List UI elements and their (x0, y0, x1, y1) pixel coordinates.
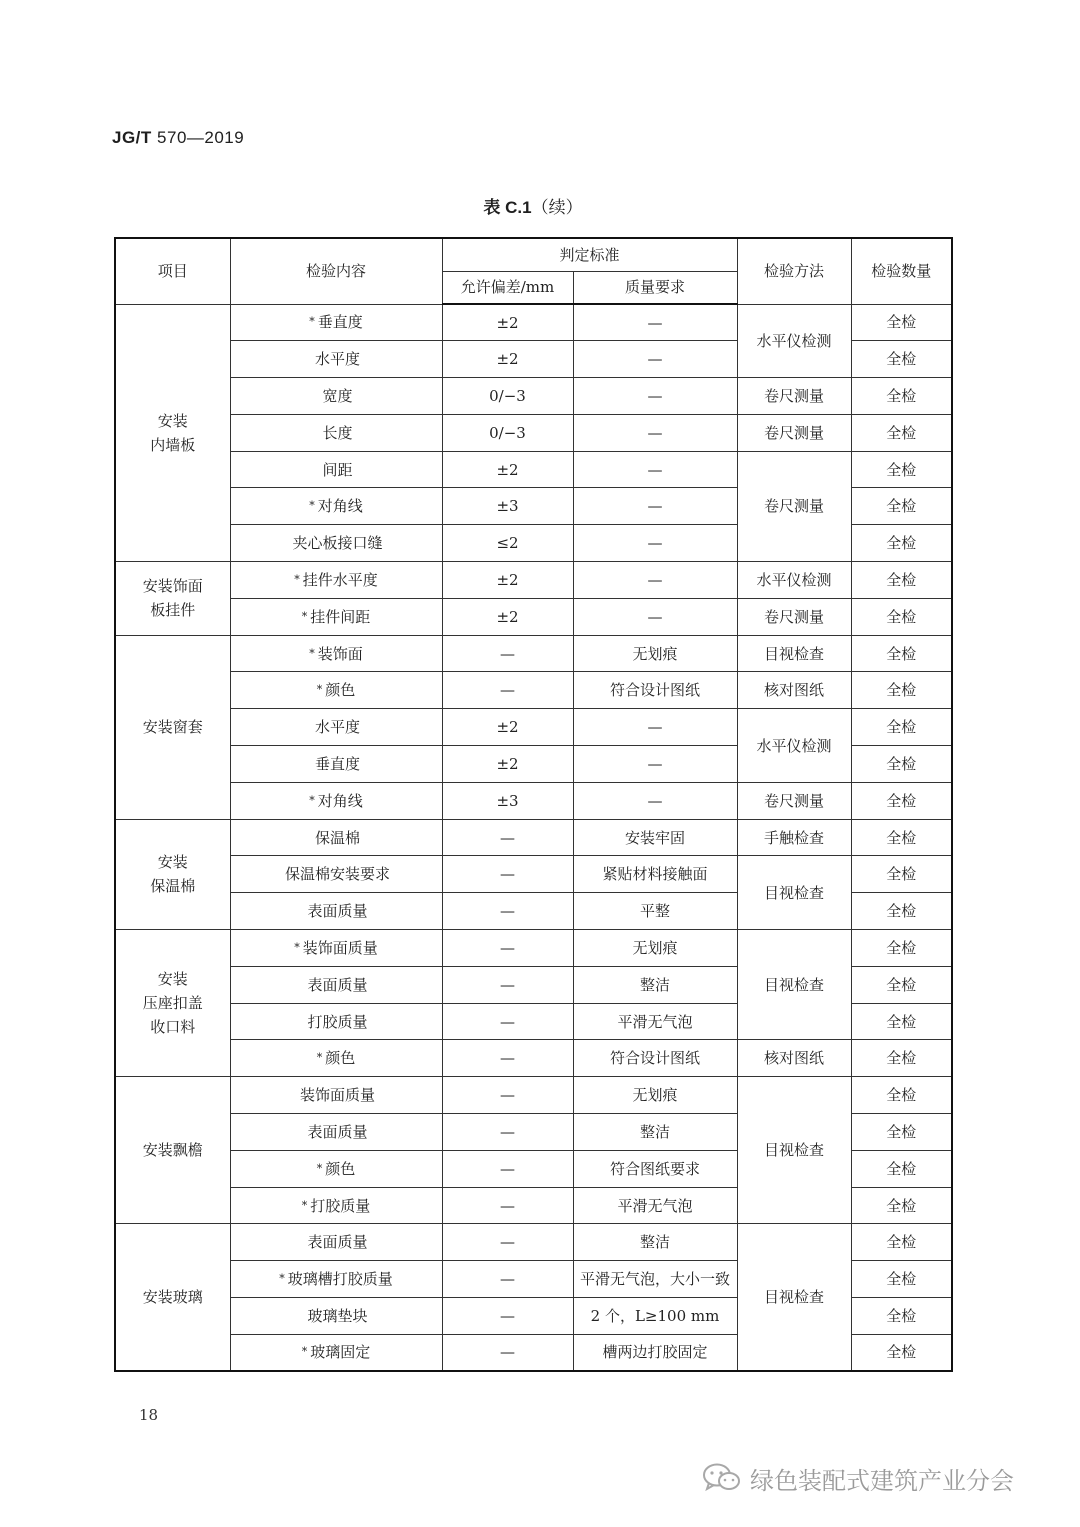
doc-code-number: 570—2019 (157, 128, 245, 147)
tolerance-cell: ±2 (442, 598, 573, 635)
quality-cell: — (573, 451, 737, 488)
tolerance-cell: — (442, 1298, 573, 1335)
tolerance-cell: — (442, 1003, 573, 1040)
category-cell (115, 1224, 230, 1371)
content-cell (230, 451, 442, 488)
content-cell (230, 819, 442, 856)
table-row (115, 856, 952, 893)
quality-cell: 整洁 (573, 1224, 737, 1261)
content-text: 表面质量 (307, 1122, 368, 1141)
content-cell (230, 635, 442, 672)
content-text: 垂直度 (317, 313, 363, 332)
category-line: 安装玻璃 (142, 1288, 203, 1307)
table-row (115, 1224, 952, 1261)
content-text: 挂件水平度 (302, 570, 378, 589)
quantity-cell: 全检 (851, 966, 952, 1003)
quality-cell: — (573, 562, 737, 599)
quality-cell: — (573, 709, 737, 746)
table-row (115, 304, 952, 341)
key-item-marker: * (316, 1161, 323, 1175)
quality-cell: — (573, 746, 737, 783)
content-text: 长度 (322, 423, 353, 442)
quantity-cell: 全检 (851, 1334, 952, 1371)
table-row (115, 1077, 952, 1114)
category-line: 收口料 (150, 1018, 196, 1037)
category-line: 安装饰面 (142, 577, 203, 596)
content-cell (230, 782, 442, 819)
content-cell (230, 1334, 442, 1371)
quality-cell: — (573, 782, 737, 819)
table-row (115, 598, 952, 635)
table-title-label: 表 C.1 (483, 198, 532, 217)
tolerance-cell: — (442, 1261, 573, 1298)
key-item-marker: * (279, 1272, 285, 1286)
content-text: 对角线 (317, 497, 363, 516)
header-quality: 质量要求 (573, 271, 737, 304)
category-line: 安装 (157, 853, 188, 872)
tolerance-cell: ±2 (442, 746, 573, 783)
content-cell (230, 488, 442, 525)
tolerance-cell: — (442, 930, 573, 967)
tolerance-cell: — (442, 672, 573, 709)
method-cell: 目视检查 (737, 1077, 851, 1224)
quantity-cell: 全检 (851, 378, 952, 415)
quantity-cell: 全检 (851, 488, 952, 525)
content-cell (230, 1003, 442, 1040)
category-line: 安装 (157, 411, 188, 430)
quantity-cell: 全检 (851, 819, 952, 856)
tolerance-cell: — (442, 819, 573, 856)
content-cell (230, 930, 442, 967)
quantity-cell: 全检 (851, 782, 952, 819)
quantity-cell: 全检 (851, 1040, 952, 1077)
quality-cell: — (573, 488, 737, 525)
quality-cell: — (573, 341, 737, 378)
content-cell (230, 856, 442, 893)
method-cell: 目视检查 (737, 1224, 851, 1371)
quantity-cell: 全检 (851, 525, 952, 562)
method-cell: 水平仪检测 (737, 562, 851, 599)
quantity-cell: 全检 (851, 562, 952, 599)
tolerance-cell: — (442, 1224, 573, 1261)
content-cell (230, 304, 442, 341)
table-row (115, 930, 952, 967)
method-cell: 卷尺测量 (737, 782, 851, 819)
header-quantity: 检验数量 (851, 238, 952, 304)
key-item-marker: * (294, 940, 300, 954)
content-text: 垂直度 (314, 754, 360, 773)
content-text: 玻璃固定 (310, 1343, 371, 1362)
tolerance-cell: — (442, 1150, 573, 1187)
method-cell: 目视检查 (737, 635, 851, 672)
key-item-marker: * (309, 315, 315, 329)
category-line: 内墙板 (150, 435, 196, 454)
content-cell (230, 1187, 442, 1224)
quantity-cell: 全检 (851, 341, 952, 378)
method-cell: 卷尺测量 (737, 414, 851, 451)
content-text: 装饰面质量 (299, 1086, 375, 1105)
quality-cell: — (573, 598, 737, 635)
content-cell (230, 966, 442, 1003)
quality-cell: 平整 (573, 893, 737, 930)
category-cell (115, 304, 230, 562)
content-text: 保温棉安装要求 (284, 865, 390, 884)
content-cell (230, 378, 442, 415)
content-text: 表面质量 (307, 975, 368, 994)
table-header-row (115, 238, 952, 271)
quantity-cell: 全检 (851, 635, 952, 672)
category-line: 板挂件 (150, 601, 196, 620)
method-cell: 卷尺测量 (737, 598, 851, 635)
quantity-cell: 全检 (851, 1003, 952, 1040)
tolerance-cell: — (442, 966, 573, 1003)
content-text: 挂件间距 (310, 607, 371, 626)
category-cell (115, 562, 230, 636)
quality-cell: 无划痕 (573, 930, 737, 967)
tolerance-cell: — (442, 1114, 573, 1151)
tolerance-cell: ≤2 (442, 525, 573, 562)
watermark-text: 绿色装配式建筑产业分会 (750, 1466, 1014, 1495)
quantity-cell: 全检 (851, 1224, 952, 1261)
content-cell (230, 1224, 442, 1261)
content-text: 对角线 (317, 791, 363, 810)
quantity-cell: 全检 (851, 856, 952, 893)
tolerance-cell: — (442, 635, 573, 672)
header-method: 检验方法 (737, 238, 851, 304)
content-cell (230, 525, 442, 562)
inspection-table (114, 237, 953, 1372)
content-text: 表面质量 (307, 1233, 368, 1252)
table-row (115, 562, 952, 599)
table-row (115, 635, 952, 672)
quality-cell: 符合设计图纸 (573, 672, 737, 709)
quality-cell: — (573, 378, 737, 415)
category-cell (115, 635, 230, 819)
key-item-marker: * (301, 1345, 308, 1359)
tolerance-cell: 0/−3 (442, 378, 573, 415)
content-text: 表面质量 (307, 902, 368, 921)
method-cell: 目视检查 (737, 856, 851, 930)
tolerance-cell: — (442, 1077, 573, 1114)
method-cell: 卷尺测量 (737, 378, 851, 415)
header-criteria: 判定标准 (442, 238, 737, 271)
header-tolerance: 允许偏差/mm (442, 271, 573, 304)
content-cell (230, 709, 442, 746)
table-row (115, 819, 952, 856)
content-text: 颜色 (325, 1159, 356, 1178)
tolerance-cell: ±2 (442, 304, 573, 341)
key-item-marker: * (316, 1051, 323, 1065)
tolerance-cell: ±3 (442, 782, 573, 819)
quality-cell: 无划痕 (573, 1077, 737, 1114)
content-text: 颜色 (325, 1049, 356, 1068)
quality-cell: 符合设计图纸 (573, 1040, 737, 1077)
content-cell (230, 562, 442, 599)
content-cell (230, 1298, 442, 1335)
tolerance-cell: — (442, 1334, 573, 1371)
quantity-cell: 全检 (851, 304, 952, 341)
header-item: 项目 (115, 238, 230, 304)
content-cell (230, 893, 442, 930)
quantity-cell: 全检 (851, 709, 952, 746)
quantity-cell: 全检 (851, 451, 952, 488)
quality-cell: 平滑无气泡 (573, 1187, 737, 1224)
tolerance-cell: — (442, 1040, 573, 1077)
category-cell (115, 930, 230, 1077)
key-item-marker: * (309, 646, 315, 660)
key-item-marker: * (294, 572, 300, 586)
tolerance-cell: ±2 (442, 709, 573, 746)
document-code (112, 128, 244, 148)
tolerance-cell: ±2 (442, 341, 573, 378)
key-item-marker: * (309, 499, 315, 513)
table-row (115, 782, 952, 819)
content-text: 装饰面质量 (302, 938, 378, 957)
content-cell (230, 341, 442, 378)
method-cell: 水平仪检测 (737, 304, 851, 378)
quantity-cell: 全检 (851, 746, 952, 783)
content-text: 保温棉 (314, 828, 360, 847)
page-number: 18 (139, 1406, 159, 1424)
method-cell: 手触检查 (737, 819, 851, 856)
content-cell (230, 1261, 442, 1298)
tolerance-cell: ±3 (442, 488, 573, 525)
quantity-cell: 全检 (851, 1150, 952, 1187)
table-row (115, 1040, 952, 1077)
key-item-marker: * (301, 1198, 308, 1212)
content-cell (230, 672, 442, 709)
content-cell (230, 1114, 442, 1151)
watermark (702, 1458, 1014, 1498)
quality-cell: 2 个，L≥100 mm (573, 1298, 737, 1335)
quality-cell: 整洁 (573, 966, 737, 1003)
quantity-cell: 全检 (851, 1261, 952, 1298)
category-line: 安装飘檐 (142, 1141, 203, 1160)
tolerance-cell: — (442, 893, 573, 930)
quality-cell: 整洁 (573, 1114, 737, 1151)
category-line: 安装窗套 (142, 718, 203, 737)
content-cell (230, 1150, 442, 1187)
quality-cell: 平滑无气泡，大小一致 (573, 1261, 737, 1298)
tolerance-cell: — (442, 1187, 573, 1224)
quality-cell: — (573, 304, 737, 341)
method-cell: 核对图纸 (737, 672, 851, 709)
tolerance-cell: — (442, 856, 573, 893)
content-cell (230, 414, 442, 451)
quantity-cell: 全检 (851, 893, 952, 930)
method-cell: 目视检查 (737, 930, 851, 1040)
doc-code-prefix: JG/T (112, 128, 152, 147)
content-cell (230, 1040, 442, 1077)
content-text: 宽度 (322, 386, 353, 405)
method-cell: 卷尺测量 (737, 451, 851, 561)
quality-cell: — (573, 525, 737, 562)
quality-cell: 安装牢固 (573, 819, 737, 856)
method-cell: 水平仪检测 (737, 709, 851, 783)
content-text: 间距 (322, 460, 353, 479)
quantity-cell: 全检 (851, 598, 952, 635)
header-content: 检验内容 (230, 238, 442, 304)
quality-cell: — (573, 414, 737, 451)
content-text: 装饰面 (317, 644, 363, 663)
category-line: 压座扣盖 (142, 994, 203, 1013)
category-line: 安装 (157, 970, 188, 989)
content-text: 夹心板接口缝 (292, 534, 383, 553)
key-item-marker: * (316, 683, 323, 697)
table-row (115, 451, 952, 488)
wechat-icon (702, 1462, 742, 1494)
table-row (115, 414, 952, 451)
quantity-cell: 全检 (851, 1298, 952, 1335)
key-item-marker: * (309, 793, 315, 807)
category-line: 保温棉 (150, 877, 196, 896)
category-cell (115, 1077, 230, 1224)
table-row (115, 709, 952, 746)
quantity-cell: 全检 (851, 1114, 952, 1151)
category-cell (115, 819, 230, 929)
content-text: 玻璃垫块 (307, 1306, 368, 1325)
table-title-suffix: （续） (531, 198, 583, 218)
table-row (115, 378, 952, 415)
quantity-cell: 全检 (851, 1187, 952, 1224)
content-text: 水平度 (314, 718, 360, 737)
tolerance-cell: 0/−3 (442, 414, 573, 451)
content-text: 打胶质量 (307, 1012, 368, 1031)
quantity-cell: 全检 (851, 672, 952, 709)
tolerance-cell: ±2 (442, 562, 573, 599)
content-text: 打胶质量 (310, 1196, 371, 1215)
quantity-cell: 全检 (851, 414, 952, 451)
quality-cell: 符合图纸要求 (573, 1150, 737, 1187)
key-item-marker: * (301, 609, 308, 623)
quality-cell: 平滑无气泡 (573, 1003, 737, 1040)
quality-cell: 无划痕 (573, 635, 737, 672)
content-cell (230, 746, 442, 783)
table-row (115, 672, 952, 709)
content-cell (230, 598, 442, 635)
quantity-cell: 全检 (851, 930, 952, 967)
content-text: 水平度 (314, 350, 360, 369)
tolerance-cell: ±2 (442, 451, 573, 488)
method-cell: 核对图纸 (737, 1040, 851, 1077)
quality-cell: 紧贴材料接触面 (573, 856, 737, 893)
quantity-cell: 全检 (851, 1077, 952, 1114)
quality-cell: 槽两边打胶固定 (573, 1334, 737, 1371)
content-text: 玻璃槽打胶质量 (287, 1270, 393, 1289)
content-text: 颜色 (325, 681, 356, 700)
content-cell (230, 1077, 442, 1114)
table-title (0, 193, 1066, 218)
